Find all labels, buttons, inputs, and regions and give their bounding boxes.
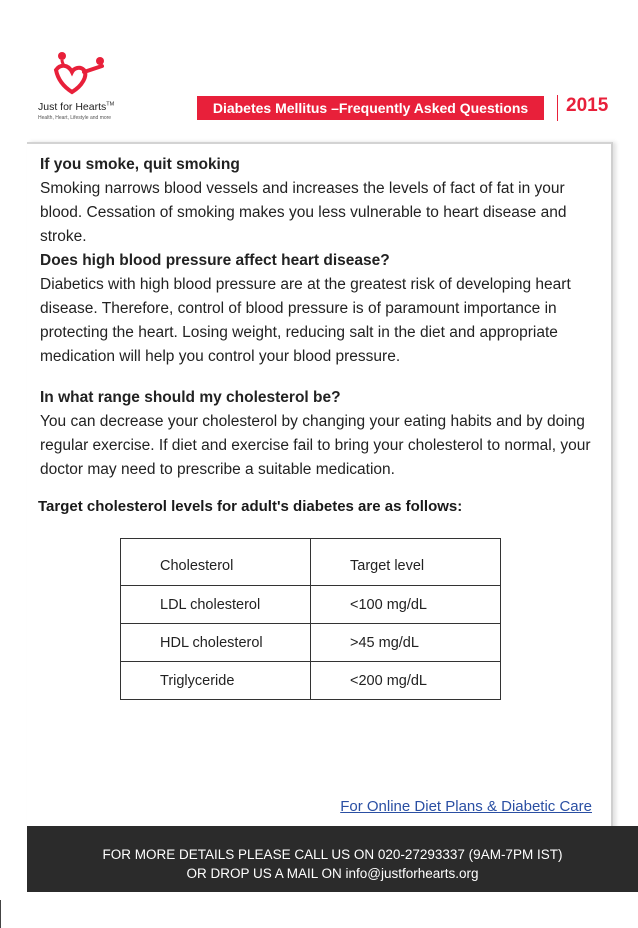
diet-plans-link[interactable]: For Online Diet Plans & Diabetic Care	[340, 798, 592, 815]
document-year: 2015	[566, 95, 609, 116]
table-cell: <200 mg/dL	[311, 662, 501, 700]
faq-heading: Does high blood pressure affect heart disease?	[40, 252, 390, 269]
faq-section	[40, 153, 600, 249]
faq-heading: If you smoke, quit smoking	[40, 156, 240, 173]
faq-section	[40, 249, 600, 369]
faq-body: Diabetics with high blood pressure are at the greatest risk of developing heart disease. Therefore, control of blood pressure is of paramount importance in protecting the heart. Losing weight, reducing salt in the diet and appropriate medication will help you control your blood pressure.	[40, 276, 571, 365]
table-row	[121, 586, 501, 624]
faq-body: Smoking narrows blood vessels and increases the levels of fact of fat in your blood. Cessation of smoking makes you less vulnerable to heart disease and stroke.	[40, 180, 567, 245]
contact-footer	[27, 826, 638, 892]
heart-person-logo-icon	[52, 50, 112, 98]
brand-name: Just for Hearts™	[38, 101, 115, 113]
page-edge-line	[0, 900, 1, 928]
faq-body: You can decrease your cholesterol by changing your eating habits and by doing regular exercise. If diet and exercise fail to bring your cholesterol to normal, your doctor may need to prescribe a suitable medication.	[40, 413, 591, 478]
header-divider	[557, 95, 558, 121]
table-cell: HDL cholesterol	[121, 624, 311, 662]
document-title-banner: Diabetes Mellitus –Frequently Asked Questions	[197, 96, 544, 120]
table-cell: <100 mg/dL	[311, 586, 501, 624]
brand-logo	[38, 50, 138, 125]
cholesterol-table	[120, 538, 501, 700]
table-header-cell: Cholesterol	[121, 539, 311, 586]
table-header-cell: Target level	[311, 539, 501, 586]
table-row	[121, 624, 501, 662]
footer-phone-text: FOR MORE DETAILS PLEASE CALL US ON 020-27293337 (9AM-7PM IST)	[102, 847, 563, 862]
table-header-row	[121, 539, 501, 586]
faq-content	[40, 153, 600, 519]
table-cell: >45 mg/dL	[311, 624, 501, 662]
footer-email-text: OR DROP US A MAIL ON info@justforhearts.org	[186, 866, 479, 881]
table-cell: Triglyceride	[121, 662, 311, 700]
faq-heading: In what range should my cholesterol be?	[40, 389, 341, 406]
table-cell: LDL cholesterol	[121, 586, 311, 624]
faq-section	[40, 386, 600, 482]
brand-tagline: Health, Heart, Lifestyle and more	[38, 115, 112, 121]
table-row	[121, 662, 501, 700]
table-intro: Target cholesterol levels for adult's diabetes are as follows:	[38, 498, 463, 515]
